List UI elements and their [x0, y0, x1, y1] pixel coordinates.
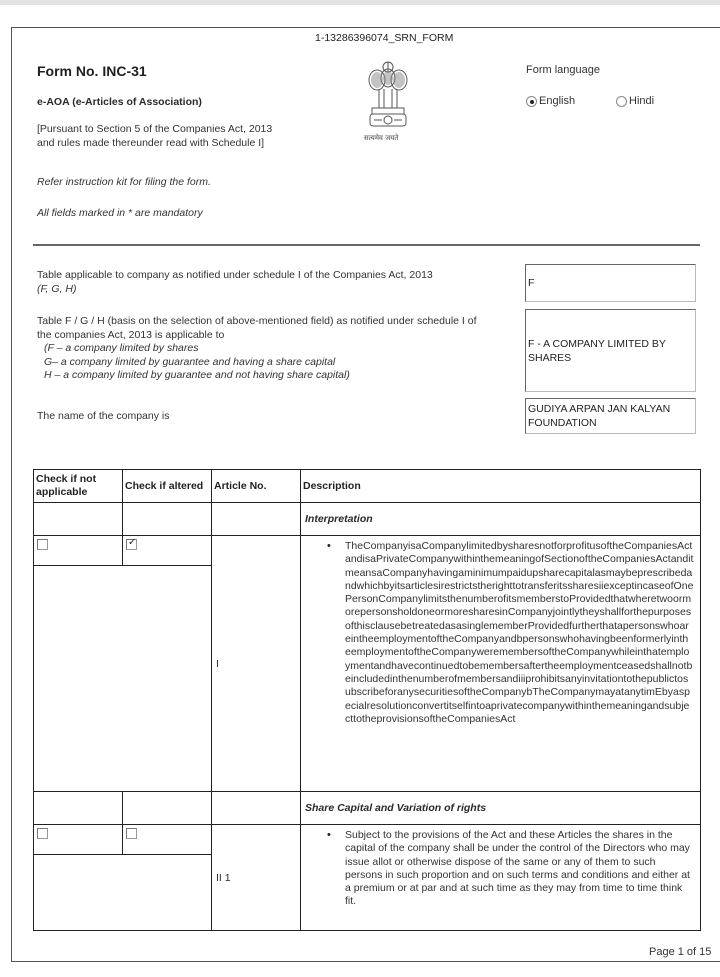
- form-subtitle: e-AOA (e-Articles of Association): [37, 96, 202, 108]
- table-applicable-label: Table applicable to company as notified under schedule I of the Companies Act, 2013 (F, G, H): [37, 269, 433, 295]
- national-emblem-icon: [362, 56, 414, 146]
- mandatory-note: All fields marked in * are mandatory: [37, 207, 203, 219]
- section-title: Interpretation: [301, 503, 701, 536]
- instruction-note: Refer instruction kit for filing the form.: [37, 176, 211, 188]
- header-altered: Check if altered: [123, 470, 212, 503]
- company-name-field[interactable]: GUDIYA ARPAN JAN KALYAN FOUNDATION: [525, 398, 696, 434]
- table-fgh-label: Table F / G / H (basis on the selection of above-mentioned field) as notified under schedule I of the companies Act, 2013 is applicable to (F – a company limited by shares G– a company limited by guarantee and having a share capital H – a company limited by guarantee and not having share capital): [37, 315, 477, 381]
- articles-table: [33, 469, 701, 931]
- radio-hindi[interactable]: Hindi: [616, 95, 654, 107]
- article-row: [34, 825, 701, 855]
- article-number: I: [212, 536, 301, 792]
- viewer-top-strip: [0, 0, 720, 5]
- form-number: Form No. INC-31: [37, 63, 147, 79]
- altered-checkbox-checked[interactable]: [126, 539, 137, 550]
- not-applicable-checkbox[interactable]: [37, 828, 48, 839]
- altered-checkbox[interactable]: [126, 828, 137, 839]
- table-fgh-field[interactable]: F - A COMPANY LIMITED BY SHARES: [525, 309, 696, 392]
- article-number: II 1: [212, 825, 301, 931]
- article-description: • Subject to the provisions of the Act and these Articles the shares in the capital of the company shall be under the control of the Directors who may issue allot or otherwise dispose of the same or any of them to such persons in such proportion and on such terms and conditions and either at a premium or at par and at such time as they may from time to time think fit.: [301, 825, 701, 931]
- section-row-interpretation: [34, 503, 701, 536]
- not-applicable-checkbox[interactable]: [37, 539, 48, 550]
- section-title: Share Capital and Variation of rights: [301, 792, 701, 825]
- section-row-share-capital: [34, 792, 701, 825]
- radio-unselected-icon[interactable]: [616, 96, 627, 107]
- page-number: Page 1 of 15: [649, 946, 712, 958]
- form-language-label: Form language: [526, 64, 600, 76]
- header-description: Description: [301, 470, 701, 503]
- header-not-applicable: Check if not applicable: [34, 470, 123, 503]
- article-row: [34, 536, 701, 566]
- radio-selected-icon[interactable]: [526, 96, 537, 107]
- radio-english[interactable]: English: [526, 95, 575, 107]
- table-applicable-field[interactable]: F: [525, 264, 696, 302]
- company-name-label: The name of the company is: [37, 410, 170, 422]
- section-divider: [33, 244, 700, 246]
- table-header-row: [34, 470, 701, 503]
- emblem-motto: सत्यमेव जयते: [364, 134, 399, 142]
- article-description: • TheCompanyisaCompanylimitedbysharesnotforprofitusoftheCompaniesActandisaPrivateCompanywithinthemeaningofSectionoftheCompaniesActanditmeansaCompanyhavingaminimumpaidupsharecapitalasmaybeprescribedandwhichbyitsarticlesirestrictstherighttotransferitssharesiiexceptincaseofOnePersonCompanylimitsthenumberofitsmemberstoProvidedthatwheretwoormorepersonsholdoneormoresharesinCompanyjointlytheyshallforthepurposesofthisclausebetreatedasasinglememberProvidedfurtherthatapersonswhoareintheemploymentoftheCompanyandbpersonswhohavingbeenformerlyintheemploymentoftheCompanyweremembersoftheCompanywhileinthatemploymentandhavecontinuedtobemembersaftertheemploymentceasedshallnotbeincludedinthenumberofmembersandiiiprohibitsanyinvitationtothepublictosubscribeforanysecuritiesoftheCompanybTheCompanymayatanytimEbyaspecialresolutionconvertitselfintoaprivatecompanywithinthemeaningandsubjecttotheprovisionsoftheCompaniesAct: [301, 536, 701, 792]
- pursuant-note: [Pursuant to Section 5 of the Companies Act, 2013 and rules made thereunder read with Schedule I]: [37, 123, 273, 149]
- header-article-no: Article No.: [212, 470, 301, 503]
- srn-header: 1-13286396074_SRN_FORM: [315, 32, 454, 44]
